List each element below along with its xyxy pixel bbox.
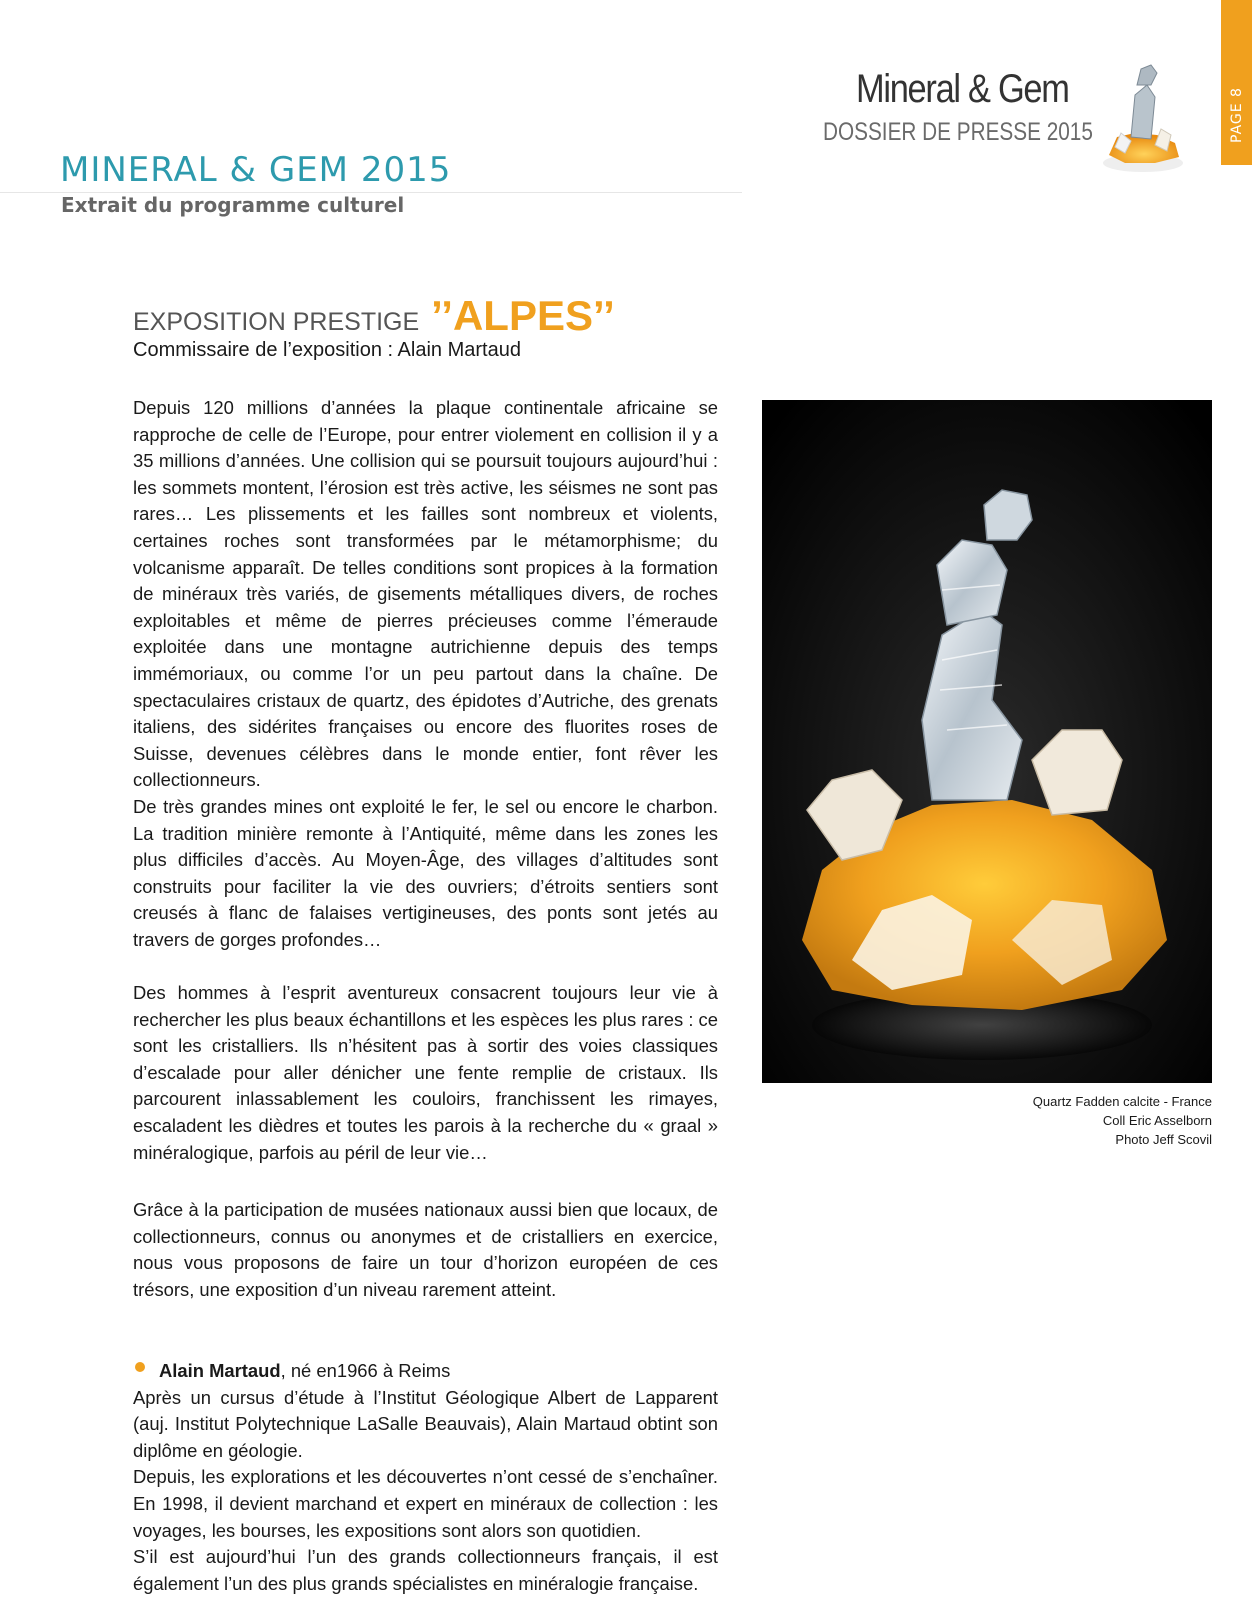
quartz-calcite-image <box>762 400 1212 1083</box>
mineral-gem-logo <box>820 55 1200 175</box>
bio-paragraph-2: Depuis, les explorations et les découvertes n’ont cessé de s’enchaîner. En 1998, il devient marchand et expert en minéraux de collection : les voyages, les bourses, les expositions sont alors son quotidien. <box>133 1466 718 1541</box>
caption-line-1: Quartz Fadden calcite - France <box>1032 1094 1212 1109</box>
logo-title: Mineral & Gem <box>856 67 1069 111</box>
paragraph-4: Grâce à la participation de musées nationaux aussi bien que locaux, de collectionneurs, connus ou anonymes et de cristalliers en exercice, nous vous proposons de faire un tour d’horizon européen de ces trésors, une exposition d’un niveau rarement atteint. <box>133 1199 718 1300</box>
bio-paragraph-1: Après un cursus d’étude à l’Institut Géologique Albert de Lapparent (auj. Institut Polytechnique LaSalle Beauvais), Alain Martaud obtint son diplôme en géologie. <box>133 1386 718 1461</box>
page-number-tab <box>1221 0 1252 165</box>
photo-caption <box>900 1092 1212 1149</box>
page-number-label: PAGE 8 <box>1228 87 1245 143</box>
header-subtitle: Extrait du programme culturel <box>61 193 405 217</box>
bio-heading <box>133 1358 718 1385</box>
article-body-part-1 <box>133 395 718 953</box>
bio-born: , né en1966 à Reims <box>280 1360 451 1381</box>
section-title: ’’ALPES’’ <box>431 292 615 339</box>
crystal-logo-icon <box>1095 55 1190 175</box>
logo-subtitle: DOSSIER DE PRESSE 2015 <box>823 118 1093 146</box>
paragraph-3: Des hommes à l’esprit aventureux consacrent toujours leur vie à rechercher les plus beaux échantillons et les espèces les plus rares : ce sont les cristalliers. Ils n’hésitent pas à sortir des voies classiques d’escalade pour aller dénicher une fente remplie de cristaux. Ils parcourent inlassablement les couloirs, franchissent les rimayes, escaladent les dièdres et toutes les parois à la recherche du « graal » minéralogique, parfois au péril de leur vie… <box>133 982 718 1163</box>
caption-line-2: Coll Eric Asselborn <box>1102 1113 1212 1128</box>
section-prefix: EXPOSITION PRESTIGE <box>133 308 420 336</box>
caption-line-3: Photo Jeff Scovil <box>1115 1132 1212 1147</box>
article-body-part-3 <box>133 1197 718 1303</box>
bio-name: Alain Martaud <box>159 1360 281 1381</box>
article-body-part-2 <box>133 980 718 1166</box>
bio-paragraph-3: S’il est aujourd’hui l’un des grands collectionneurs français, il est également l’un des plus grands spécialistes en minéralogie française. <box>133 1546 718 1594</box>
paragraph-1: Depuis 120 millions d’années la plaque continentale africaine se rapproche de celle de l’Europe, pour entrer violement en collision il y a 35 millions d’années. Une collision qui se poursuit toujours aujourd’hui : les sommets montent, l’érosion est très active, les séismes ne sont pas rares… Les plissements et les failles sont nombreux et violents, certaines roches sont transformées par le métamorphisme; du volcanisme apparaît. De telles conditions sont propices à la formation de minéraux très variés, de gisements métalliques divers, de roches exploitables et même de pierres précieuses comme l’émeraude exploitée dans une montagne autrichienne depuis des temps immémoriaux, ou comme l’or un peu partout dans la chaîne. De spectaculaires cristaux de quartz, des épidotes d’Autriche, des grenats italiens, des sidérites françaises ou encore des fluorites roses de Suisse, devenues célèbres dans le monde entier, font rêver les collectionneurs. <box>133 397 718 791</box>
section-heading <box>133 292 615 340</box>
header-title: MINERAL & GEM 2015 <box>60 150 452 190</box>
mineral-photo <box>762 400 1212 1083</box>
paragraph-2: De très grandes mines ont exploité le fer, le sel ou encore le charbon. La tradition minière remonte à l’Antiquité, même dans les zones les plus difficiles d’accès. Au Moyen-Âge, des villages d’altitudes sont construits pour faciliter la vie des ouvriers; d’étroits sentiers sont creusés à flanc de falaises vertigineuses, des ponts sont jetés au travers de gorges profondes… <box>133 795 718 950</box>
curator-bio <box>133 1358 718 1597</box>
curator-line: Commissaire de l’exposition : Alain Martaud <box>133 339 521 361</box>
